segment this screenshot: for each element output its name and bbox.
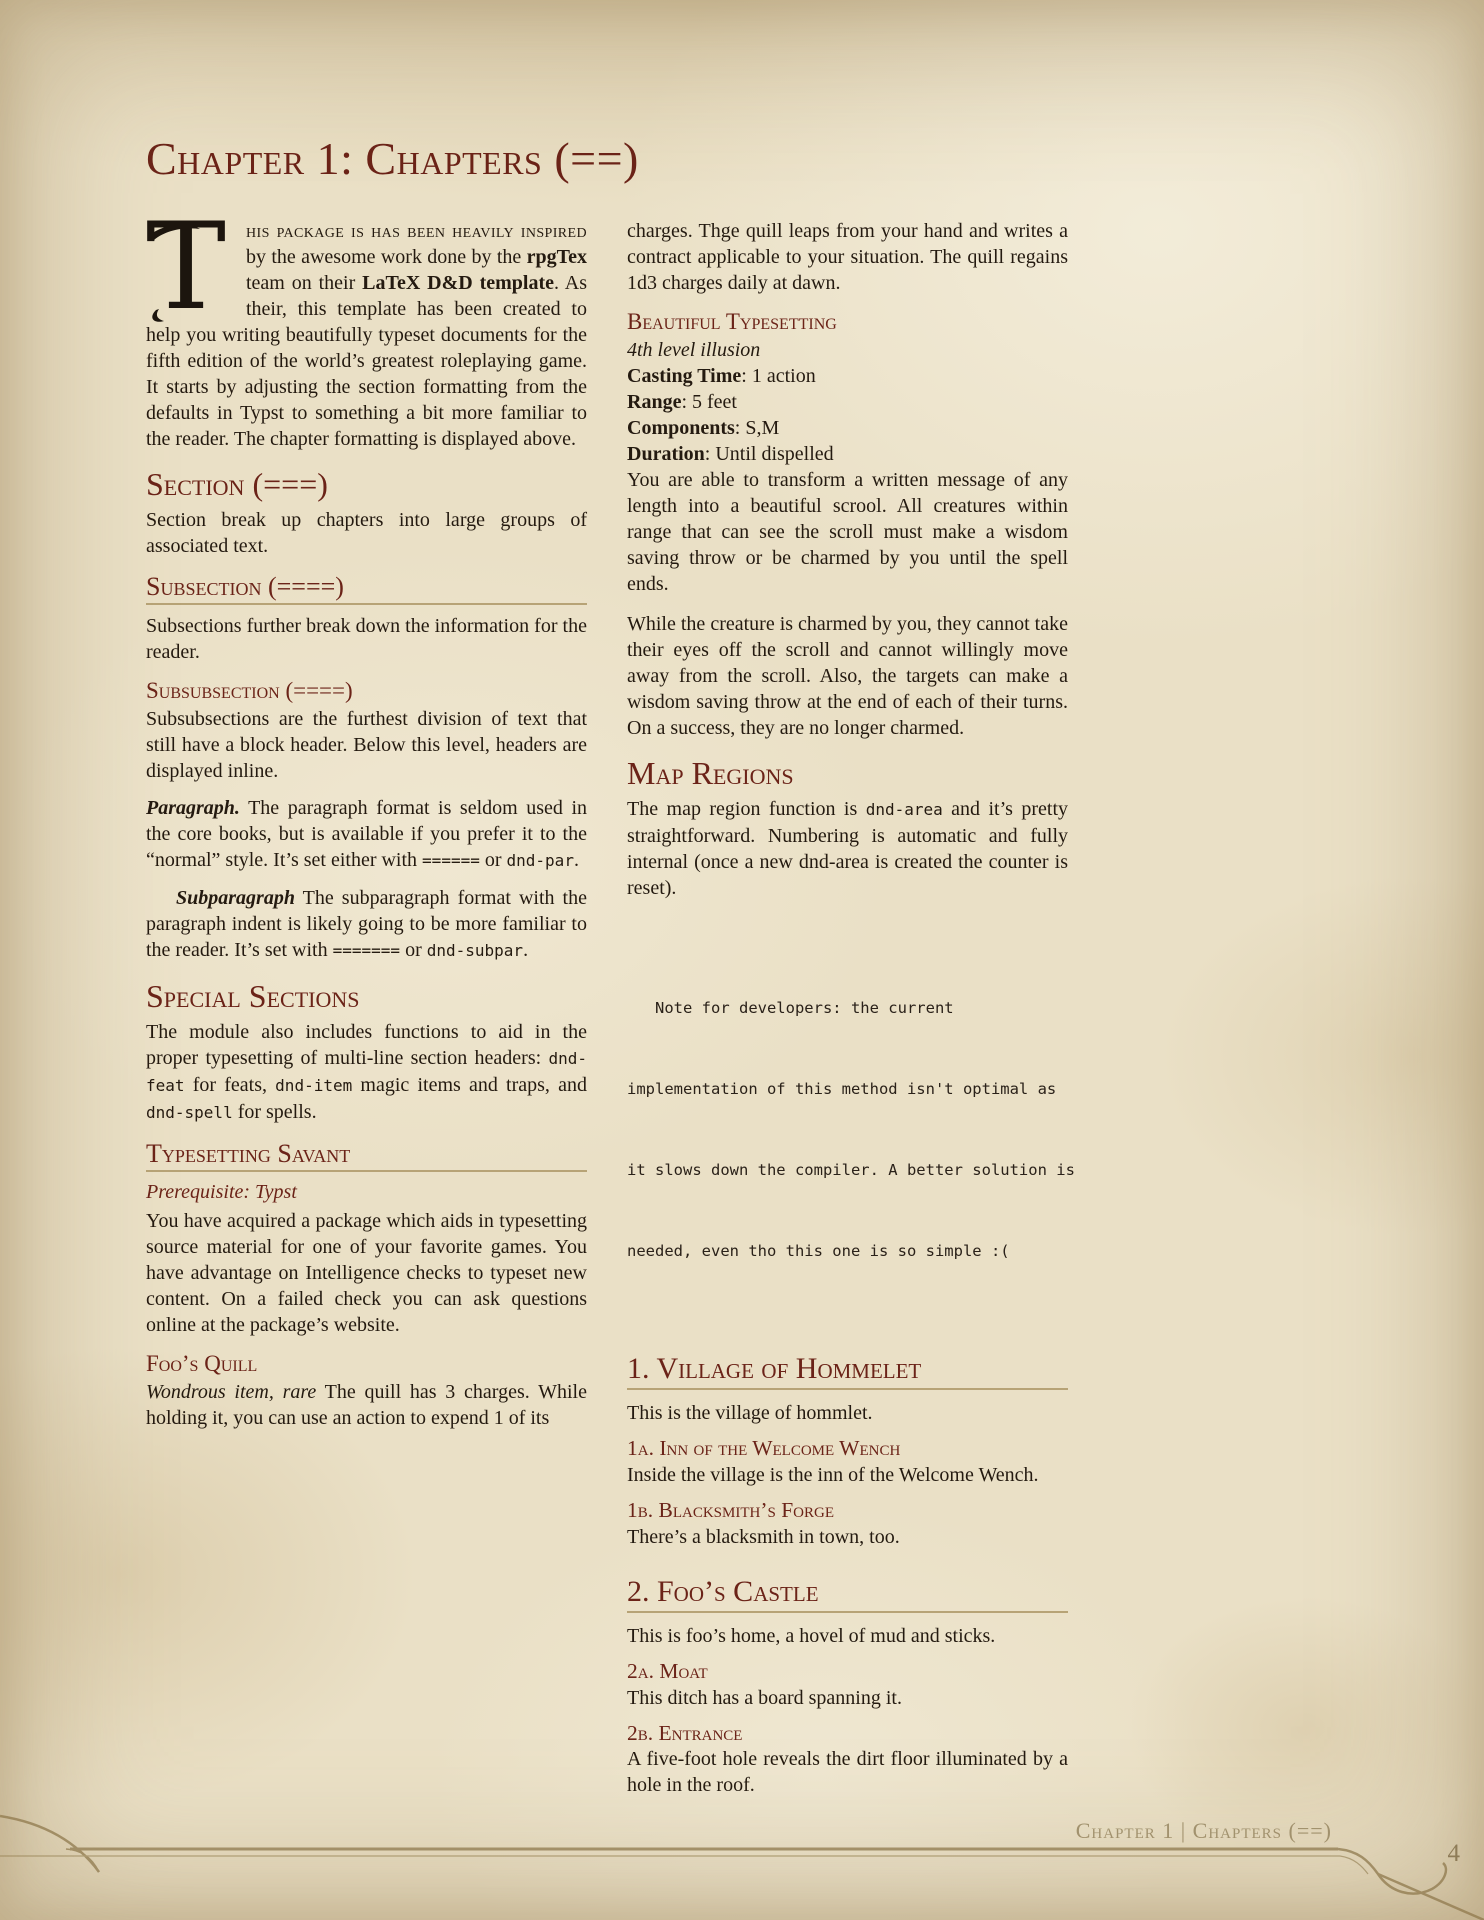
chapter-title: Chapter 1: Chapters (==)	[146, 133, 639, 184]
spell-body-1: You are able to transform a written message of any length into a beautiful scrool. All creatures within range that can see the scroll must make a wisdom saving throw or be charmed by you until the spell ends.	[627, 469, 1068, 596]
special-sections-body	[146, 1019, 587, 1126]
map-text: The map region function is	[627, 797, 866, 820]
item-text: The quill has 3 charges. While holding it, you can use an action to expend 1 of its	[146, 1381, 587, 1430]
subsubsection-body: Subsubsections are the furthest division of text that still have a block header. Below this level, headers are displayed inline.	[146, 708, 587, 783]
section-body: Section break up chapters into large groups of associated text.	[146, 508, 587, 557]
area-1a-heading: 1a. Inn of the Welcome Wench	[627, 1436, 901, 1461]
paragraph-text: The paragraph format is seldom used in the core books, but is available if you prefer it to the “normal” style. It’s set either with	[146, 797, 587, 872]
inline-code-dnd-item: dnd-item	[275, 1075, 353, 1095]
inline-code-equals: =======	[332, 941, 401, 961]
area-2b-body: A five-foot hole reveals the dirt floor illuminated by a hole in the roof.	[627, 1748, 1068, 1797]
item-subtitle: Wondrous item, rare	[146, 1381, 317, 1404]
special-text: for spells.	[232, 1100, 317, 1123]
spell-stat-range	[627, 389, 1068, 415]
spell-stat-duration	[627, 441, 1068, 467]
foos-quill-heading: Foo’s Quill	[146, 1350, 258, 1376]
code-line: needed, even tho this one is so simple :(	[627, 1241, 1010, 1260]
area-1b-body: There’s a blacksmith in town, too.	[627, 1525, 900, 1548]
subparagraph-label: Subparagraph	[176, 887, 295, 910]
footer-ornament-icon	[0, 1810, 1484, 1920]
spell-stat-casting-time	[627, 363, 1068, 389]
special-text: The module also includes functions to aid in the proper typesetting of multi-line section headers:	[146, 1020, 587, 1069]
spell-body-2: While the creature is charmed by you, they cannot take their eyes off the scroll and cannot willingly move away from the scroll. Also, the targets can make a wisdom saving throw at the end of each of their turns. On a success, they are no longer charmed.	[627, 613, 1068, 740]
right-column	[627, 218, 1075, 1809]
subparagraph-demo	[146, 885, 587, 964]
intro-paragraph	[146, 198, 588, 452]
paragraph-demo	[146, 795, 587, 874]
area-2-heading: 2. Foo’s Castle	[627, 1576, 1068, 1614]
stat-label: Casting Time	[627, 365, 742, 388]
stat-value: : Until dispelled	[704, 443, 834, 466]
paragraph-text: or	[479, 849, 507, 872]
stat-label: Components	[627, 417, 735, 440]
subparagraph-text: The subparagraph format with the paragraph indent is likely going to be more familiar to the reader. It’s set with	[146, 887, 587, 962]
code-line: Note for developers: the current	[627, 998, 954, 1017]
spell-level: 4th level illusion	[627, 339, 761, 362]
inline-code-dnd-par: dnd-par	[506, 851, 574, 871]
subsubsection-heading: Subsubsection (====)	[146, 677, 353, 703]
subparagraph-text: .	[523, 939, 529, 962]
stat-value: : 1 action	[741, 365, 816, 388]
area-2a-body: This ditch has a board spanning it.	[627, 1686, 902, 1709]
feat-prerequisite: Prerequisite: Typst	[146, 1180, 297, 1203]
two-column-layout	[146, 198, 1075, 1809]
inline-code-dnd-spell: dnd-spell	[146, 1102, 233, 1122]
stat-label: Duration	[627, 443, 705, 466]
stat-value: : S,M	[734, 417, 780, 440]
area-2-body: This is foo’s home, a hovel of mud and sticks.	[627, 1625, 996, 1648]
intro-bold-rpgtex: rpgTex	[526, 246, 587, 268]
drop-cap	[146, 198, 234, 337]
map-text: and it’s pretty straightforward. Numbering is automatic and fully internal (once a new dnd-area is created the counter is reset).	[627, 797, 1068, 899]
map-regions-heading: Map Regions	[627, 755, 794, 792]
inline-code-dnd-feat: dnd-feat	[146, 1048, 587, 1095]
special-text: for feats,	[184, 1073, 276, 1096]
subparagraph-text: or	[400, 939, 427, 962]
spell-heading: Beautiful Typesetting	[627, 309, 837, 334]
inline-code-dnd-subpar: dnd-subpar	[426, 941, 524, 961]
paragraph-label: Paragraph.	[146, 797, 240, 820]
area-1a-body: Inside the village is the inn of the Welcome Wench.	[627, 1463, 1039, 1486]
left-column	[146, 198, 588, 1809]
map-regions-body	[627, 796, 1068, 901]
code-line: implementation of this method isn't optimal as	[627, 1079, 1057, 1098]
feat-body: You have acquired a package which aids in typesetting source material for one of your favorite games. You have advantage on Intelligence checks to typeset new content. On a failed check you can ask questions online at the package’s website.	[146, 1209, 587, 1336]
area-1-heading: 1. Village of Hommelet	[627, 1353, 1068, 1391]
special-sections-heading: Special Sections	[146, 978, 360, 1015]
section-heading: Section (===)	[146, 466, 328, 502]
inline-code-equals: ======	[422, 851, 480, 871]
subsection-body: Subsections further break down the information for the reader.	[146, 614, 587, 663]
intro-smallcaps-lead: his package is has been heavily inspired	[246, 220, 587, 242]
intro-text: by the awesome work done by the	[246, 246, 527, 268]
footer-page-number: 4	[1447, 1840, 1460, 1867]
page-content	[146, 133, 1075, 1809]
subsection-heading: Subsection (====)	[146, 573, 587, 605]
intro-text: team on their	[246, 272, 363, 294]
spell-stat-components	[627, 415, 1068, 441]
area-1b-heading: 1b. Blacksmith’s Forge	[627, 1497, 835, 1522]
area-1-body: This is the village of hommlet.	[627, 1402, 873, 1425]
item-body	[146, 1379, 587, 1431]
special-text: magic items and traps, and	[352, 1073, 587, 1096]
paragraph-text: .	[573, 849, 579, 872]
typesetting-savant-heading: Typesetting Savant	[146, 1140, 587, 1172]
area-2b-heading: 2b. Entrance	[627, 1720, 743, 1745]
inline-code-dnd-area: dnd-area	[865, 799, 943, 819]
code-block	[627, 941, 1075, 1319]
dropcap-letter: T	[146, 198, 227, 337]
intro-bold-latex-dnd: LaTeX D&D template	[362, 272, 555, 294]
intro-text: . As their, this template has been created to help you writing beautifully typeset documents for the fifth edition of the world’s greatest roleplaying game. It starts by adjusting the section formatting from the defaults in Typst to something a bit more familiar to the reader. The chapter formatting is displayed above.	[146, 272, 588, 450]
stat-label: Range	[627, 391, 682, 414]
code-line: it slows down the compiler. A better solution is	[627, 1160, 1075, 1179]
stat-value: : 5 feet	[681, 391, 737, 414]
item-body-continued: charges. Thge quill leaps from your hand and writes a contract applicable to your situation. The quill regains 1d3 charges daily at dawn.	[627, 220, 1068, 294]
footer-chapter-label: Chapter 1 | Chapters (==)	[1075, 1818, 1332, 1843]
area-2a-heading: 2a. Moat	[627, 1659, 708, 1684]
